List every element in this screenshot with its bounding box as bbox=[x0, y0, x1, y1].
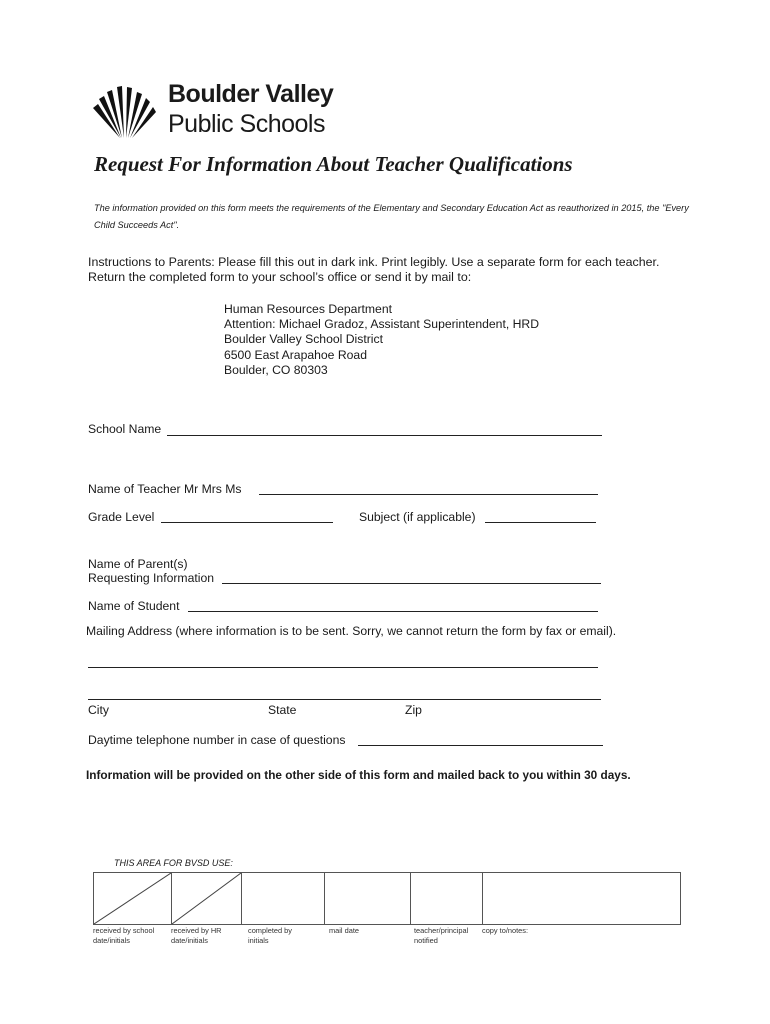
subject-label: Subject (if applicable) bbox=[359, 510, 476, 524]
phone-field[interactable] bbox=[358, 745, 603, 746]
page-title: Request For Information About Teacher Qualifications bbox=[94, 152, 573, 176]
parent-name-label-2: Requesting Information bbox=[88, 571, 215, 585]
diagonal-slash-icon bbox=[172, 873, 241, 924]
parent-name-label: Name of Parent(s) bbox=[88, 557, 188, 571]
column-label-line: received by school bbox=[93, 926, 155, 935]
office-use-cell[interactable] bbox=[94, 873, 172, 925]
teacher-name-label: Name of Teacher Mr Mrs Ms bbox=[88, 482, 242, 496]
city-label: City bbox=[88, 703, 109, 717]
zip-label: Zip bbox=[405, 703, 422, 717]
instructions-line-1: Instructions to Parents: Please fill this out in dark ink. Print legibly. Use a separate form for each teacher. bbox=[88, 255, 660, 269]
office-use-column-label bbox=[329, 926, 359, 936]
office-use-cell[interactable] bbox=[172, 873, 242, 925]
mailing-address-field-1[interactable] bbox=[88, 667, 598, 668]
instructions-line-2: Return the completed form to your school’s office or send it by mail to: bbox=[88, 270, 472, 284]
office-use-cell[interactable] bbox=[242, 873, 325, 925]
office-use-column-label bbox=[171, 926, 222, 945]
notice-text: Information will be provided on the other side of this form and mailed back to you within 30 days. bbox=[86, 768, 631, 782]
office-use-column-label bbox=[482, 926, 528, 936]
logo-line-1: Boulder Valley bbox=[168, 80, 334, 108]
parent-name-field[interactable] bbox=[222, 583, 601, 584]
intro-text: The information provided on this form meets the requirements of the Elementary and Secondary Education Act as reauthorized in 2015, the "Every Child Succeeds Act". bbox=[94, 203, 689, 230]
phone-label: Daytime telephone number in case of questions bbox=[88, 733, 346, 747]
subject-field[interactable] bbox=[485, 522, 596, 523]
school-name-field[interactable] bbox=[167, 435, 602, 436]
column-label-line: date/initials bbox=[171, 935, 208, 945]
address-line: Attention: Michael Gradoz, Assistant Superintendent, HRD bbox=[224, 317, 540, 332]
column-label-line: received by HR bbox=[171, 926, 222, 935]
column-label-line: copy to/notes: bbox=[482, 926, 529, 935]
mailing-address-field-2[interactable] bbox=[88, 699, 601, 700]
office-use-column-label bbox=[93, 926, 154, 945]
address-line: Boulder Valley School District bbox=[224, 332, 383, 347]
school-name-label: School Name bbox=[88, 422, 162, 436]
office-use-table bbox=[93, 872, 681, 925]
teacher-name-field[interactable] bbox=[259, 494, 598, 495]
column-label-line: notified bbox=[414, 935, 438, 945]
office-use-cell[interactable] bbox=[325, 873, 411, 925]
column-label-line: completed by bbox=[248, 926, 292, 935]
mailing-address-label: Mailing Address (where information is to be sent. Sorry, we cannot return the form by fax or email). bbox=[86, 624, 617, 638]
column-label-line: mail date bbox=[329, 926, 359, 935]
logo-line-2: Public Schools bbox=[168, 110, 325, 138]
mailing-address-block bbox=[224, 302, 539, 378]
office-use-column-label bbox=[414, 926, 468, 945]
district-logo bbox=[90, 80, 350, 142]
grade-level-label: Grade Level bbox=[88, 510, 155, 524]
diagonal-slash-icon bbox=[94, 873, 171, 924]
office-use-column-label bbox=[248, 926, 292, 945]
column-label-line: initials bbox=[248, 935, 269, 945]
instructions bbox=[88, 255, 708, 285]
student-name-field[interactable] bbox=[188, 611, 598, 612]
office-use-cell[interactable] bbox=[411, 873, 483, 925]
column-label-line: teacher/principal bbox=[414, 926, 469, 935]
office-use-label: THIS AREA FOR BVSD USE: bbox=[114, 858, 233, 868]
state-label: State bbox=[268, 703, 297, 717]
address-line: Boulder, CO 80303 bbox=[224, 362, 328, 377]
student-name-label: Name of Student bbox=[88, 599, 180, 613]
office-use-cell[interactable] bbox=[483, 873, 681, 925]
column-label-line: date/initials bbox=[93, 935, 130, 945]
grade-level-field[interactable] bbox=[161, 522, 333, 523]
address-line: 6500 East Arapahoe Road bbox=[224, 347, 367, 362]
address-line: Human Resources Department bbox=[224, 302, 392, 316]
bvsd-leaf-icon bbox=[90, 82, 160, 140]
